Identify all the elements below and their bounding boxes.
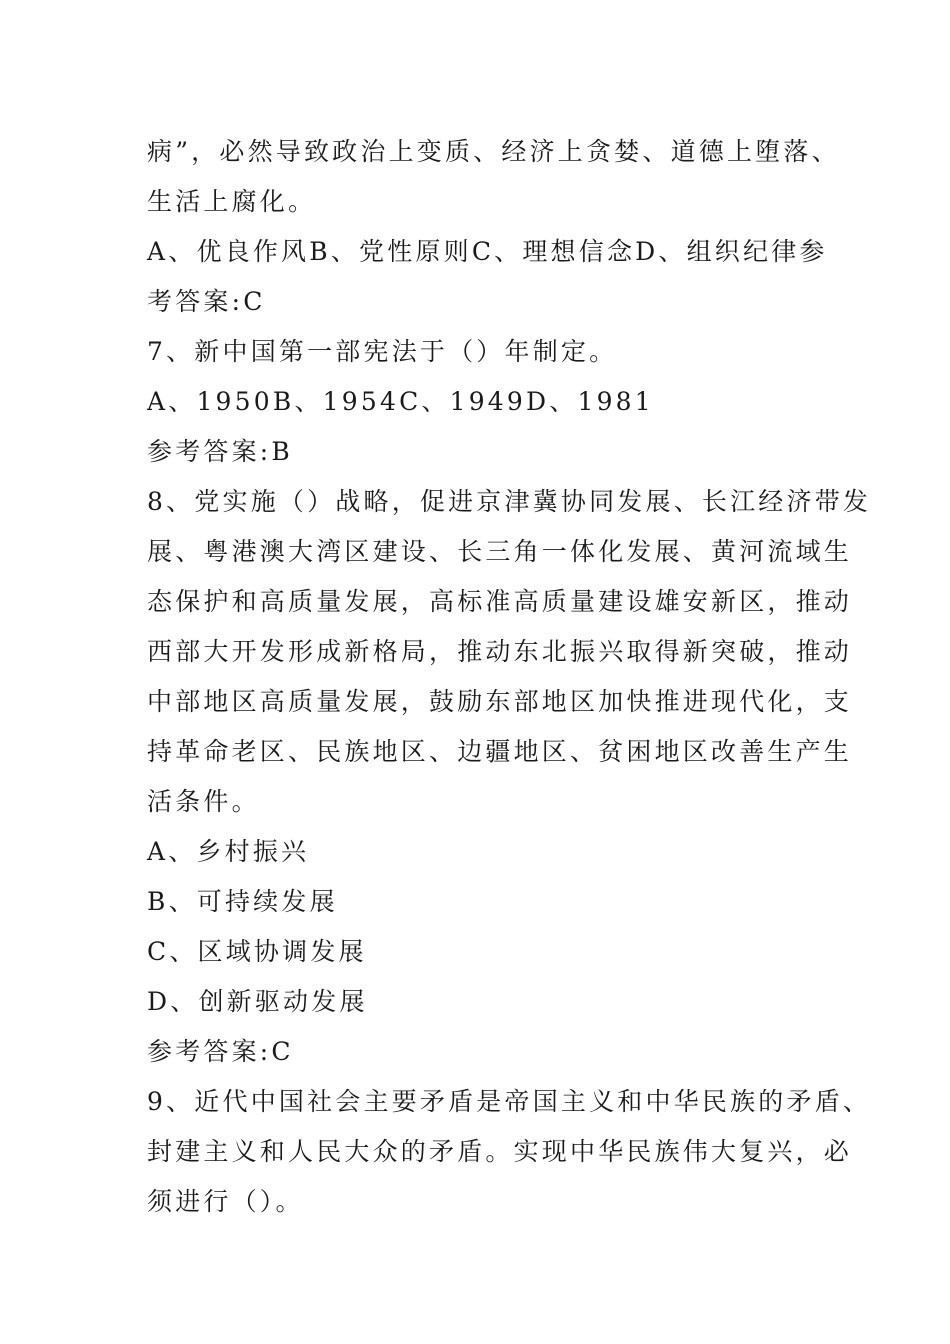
answer-line: 参考答案:C [147, 1037, 294, 1066]
text-line: 病”，必然导致政治上变质、经济上贪婪、道德上堕落、 [147, 137, 840, 166]
text-line: 须进行（）。 [147, 1187, 304, 1216]
text-line: 西部大开发形成新格局，推动东北振兴取得新突破，推动 [147, 637, 853, 666]
text-line: 活条件。 [147, 787, 260, 816]
option-line: C、区域协调发展 [147, 937, 367, 966]
text-line: 展、粤港澳大湾区建设、长三角一体化发展、黄河流域生 [147, 537, 853, 566]
option-line: A、优良作风B、党性原则C、理想信念D、组织纪律参 [147, 237, 828, 266]
answer-line: 参考答案:B [147, 437, 293, 466]
option-line: B、可持续发展 [147, 887, 338, 916]
text-line: 封建主义和人民大众的矛盾。实现中华民族伟大复兴，必 [147, 1137, 853, 1166]
text-line: 态保护和高质量发展，高标准高质量建设雄安新区，推动 [147, 587, 853, 616]
option-line: A、乡村振兴 [147, 837, 310, 866]
option-line: D、创新驱动发展 [147, 987, 368, 1016]
text-line: 生活上腐化。 [147, 187, 317, 216]
text-line: 中部地区高质量发展，鼓励东部地区加快推进现代化，支 [147, 687, 853, 716]
question-line: 8、党实施（）战略，促进京津冀协同发展、长江经济带发 [147, 487, 872, 516]
text-line: 持革命老区、民族地区、边疆地区、贫困地区改善生产生 [147, 737, 853, 766]
question-line: 7、新中国第一部宪法于（）年制定。 [147, 337, 618, 366]
question-line: 9、近代中国社会主要矛盾是帝国主义和中华民族的矛盾、 [147, 1087, 872, 1116]
option-line: A、1950B、1954C、1949D、1981 [147, 387, 654, 416]
answer-line: 考答案:C [147, 287, 266, 316]
